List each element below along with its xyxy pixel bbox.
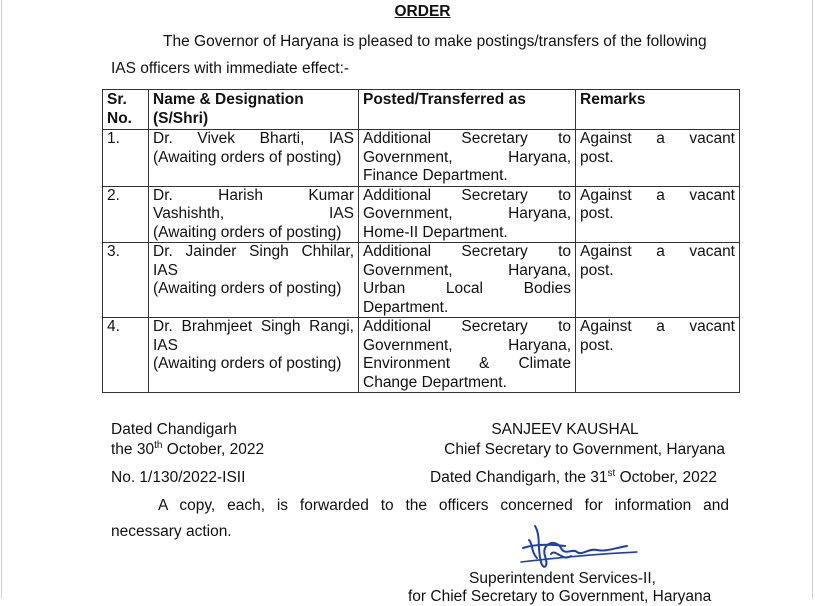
table-row	[103, 186, 740, 243]
page-edge-left	[1, 0, 2, 599]
cell-remarks: Against a vacant post.	[576, 130, 740, 187]
signatory-name: SANJEEV KAUSHAL	[491, 421, 639, 438]
cell-name-designation: Dr. Harish Kumar Vashishth, IAS (Awaiting orders of posting)	[149, 186, 359, 243]
for-chief-secretary-line: for Chief Secretary to Government, Haryana	[408, 588, 712, 605]
dated-block	[111, 420, 264, 460]
cell-sr-no: 2.	[103, 186, 149, 243]
intro-line-1: The Governor of Haryana is pleased to make postings/transfers of the following	[163, 33, 707, 50]
cell-name-designation: Dr. Vivek Bharti, IAS (Awaiting orders of posting)	[149, 130, 359, 187]
cell-posted-as: Additional Secretary to Government, Haryana, Finance Department.	[359, 130, 576, 187]
signatory-title: Chief Secretary to Government, Haryana	[444, 441, 725, 458]
copy-forward-line-1: A copy, each, is forwarded to the officers concerned for information and	[158, 497, 729, 514]
page-edge-right	[812, 0, 813, 599]
cell-sr-no: 4.	[103, 318, 149, 393]
table-row	[103, 130, 740, 187]
cell-posted-as: Additional Secretary to Government, Haryana, Environment & Climate Change Department.	[359, 318, 576, 393]
cell-remarks: Against a vacant post.	[576, 318, 740, 393]
cell-sr-no: 1.	[103, 130, 149, 187]
cell-name-designation: Dr. Brahmjeet Singh Rangi, IAS (Awaiting orders of posting)	[149, 318, 359, 393]
table-row	[103, 318, 740, 393]
header-name-designation: Name & Designation (S/Shri)	[149, 90, 359, 130]
table-row	[103, 243, 740, 318]
reference-date: Dated Chandigarh, the 31st October, 2022	[430, 467, 717, 486]
header-sr-no: Sr. No.	[103, 90, 149, 130]
handwritten-signature	[515, 518, 645, 578]
cell-posted-as: Additional Secretary to Government, Haryana, Urban Local Bodies Department.	[359, 243, 576, 318]
header-posted-as: Posted/Transferred as	[359, 90, 576, 130]
cell-remarks: Against a vacant post.	[576, 243, 740, 318]
cell-remarks: Against a vacant post.	[576, 186, 740, 243]
copy-forward-line-2: necessary action.	[111, 523, 232, 540]
dated-place: Dated Chandigarh	[111, 421, 237, 438]
dated-date: the 30th October, 2022	[111, 439, 265, 458]
cell-posted-as: Additional Secretary to Government, Haryana, Home-II Department.	[359, 186, 576, 243]
superintendent-line: Superintendent Services-II,	[469, 570, 656, 587]
intro-line-2: IAS officers with immediate effect:-	[111, 60, 350, 77]
signatory-block	[405, 420, 725, 460]
cell-name-designation: Dr. Jainder Singh Chhilar, IAS (Awaiting orders of posting)	[149, 243, 359, 318]
header-remarks: Remarks	[576, 90, 740, 130]
table-header-row	[103, 90, 740, 130]
cell-sr-no: 3.	[103, 243, 149, 318]
reference-number: No. 1/130/2022-ISII	[111, 469, 246, 486]
postings-table	[102, 89, 740, 393]
order-title: ORDER	[394, 3, 451, 20]
